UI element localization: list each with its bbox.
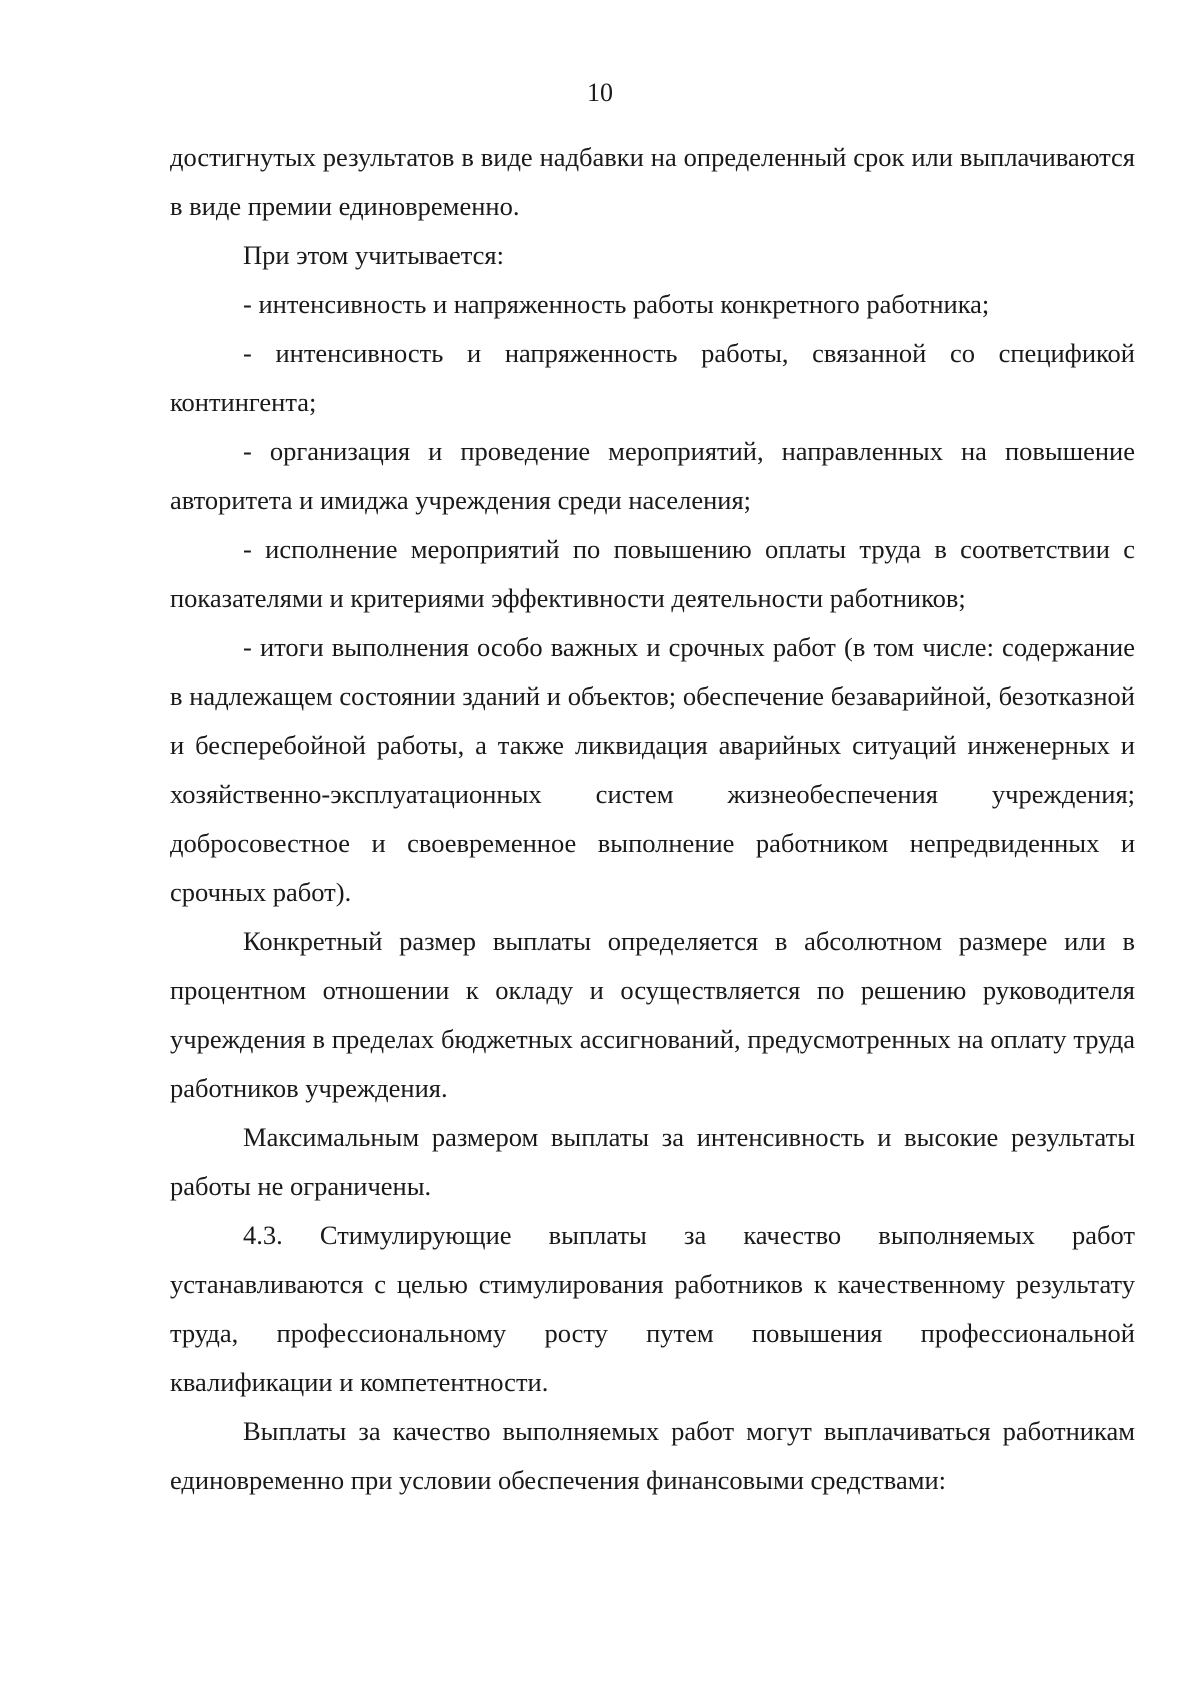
list-item-urgent-work: - итоги выполнения особо важных и срочных работ (в том числе: содержание в надлежащем состоянии зданий и объектов; обеспечение безаварийной, безотказной и бесперебойной работы, а также ликвидация аварийных ситуаций инженерных и хозяйственно-эксплуатационных систем жизнеобеспечения учреждения; добросовестное и своевременное выполнение работником непредвиденных и срочных работ). bbox=[170, 632, 1135, 907]
list-item-intensity-contingent: - интенсивность и напряженность работы, связанной со спецификой контингента; bbox=[170, 338, 1135, 417]
list-item-pay-increase: - исполнение мероприятий по повышению оплаты труда в соответствии с показателями и критериями эффективности деятельности работников; bbox=[170, 534, 1135, 613]
page-number: 10 bbox=[587, 78, 613, 107]
list-item-intensity-worker: - интенсивность и напряженность работы конкретного работника; bbox=[243, 289, 990, 319]
paragraph-quality-payments: Выплаты за качество выполняемых работ могут выплачиваться работникам единовременно при условии обеспечения финансовыми средствами: bbox=[170, 1416, 1135, 1495]
paragraph-continuation: достигнутых результатов в виде надбавки на определенный срок или выплачиваются в виде премии единовременно. bbox=[170, 142, 1135, 221]
document-body bbox=[170, 133, 1135, 1505]
paragraph-section-4-3: 4.3. Стимулирующие выплаты за качество выполняемых работ устанавливаются с целью стимулирования работников к качественному результату труда, профессиональному росту путем повышения профессиональной квалификации и компетентности. bbox=[170, 1220, 1135, 1397]
list-item-events-image: - организация и проведение мероприятий, направленных на повышение авторитета и имиджа учреждения среди населения; bbox=[170, 436, 1135, 515]
paragraph-payment-size: Конкретный размер выплаты определяется в абсолютном размере или в процентном отношении к окладу и осуществляется по решению руководителя учреждения в пределах бюджетных ассигнований, предусмотренных на оплату труда работников учреждения. bbox=[170, 926, 1135, 1103]
paragraph-max-size: Максимальным размером выплаты за интенсивность и высокие результаты работы не ограничены. bbox=[170, 1122, 1135, 1201]
paragraph-intro-list: При этом учитывается: bbox=[243, 240, 504, 270]
